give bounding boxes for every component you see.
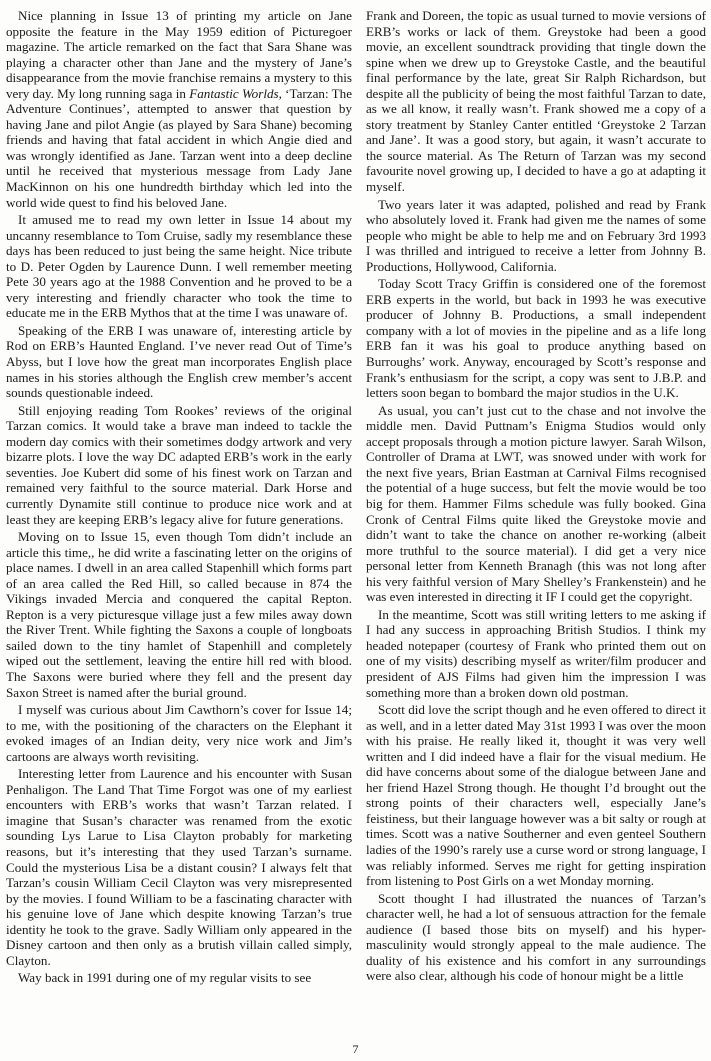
paragraph-text: ‘Tarzan: The Adventure Continues’, attempted to answer that question by having Jane and pilot Angie (as played by Sara Shane) becoming friends and having that fatal accident in which Angie died and was wrongly identified as Jane. Tarzan went into a deep decline until he received that mysterious message from Lady Jane MacKinnon on his one hundredth birthday which led into the world wide quest to find his beloved Jane.: [6, 85, 353, 210]
paragraph: Way back in 1991 during one of my regular visits to see: [18, 970, 312, 986]
paragraph: Scott thought I had illustrated the nuances of Tarzan’s character well, he had a lot of sensuous attraction for the female audience (I based those bits on myself) and his hyper-masculinity would strongly appeal to the male audience. The duality of his existence and his comfort in any surroundings were also clear, although his code of honour might be a little: [366, 890, 706, 984]
paragraph: It amused me to read my own letter in Issue 14 about my uncanny resemblance to Tom Cruise, sadly my resemblance these days has been reduced to just being the same height. Nice tribute to D. Peter Ogden by Laurence Dunn. I well remember meeting Pete 30 years ago at the 1988 Convention and he proved to be a very interesting and friendly character who took the time to educate me in the ERB Mythos that at the time I was unaware of.: [6, 212, 352, 321]
italic-title: Fantastic Worlds,: [189, 85, 282, 101]
paragraph: Still enjoying reading Tom Rookes’ reviews of the original Tarzan comics. It would take a brave man indeed to tackle the modern day comics with their sometimes dodgy artwork and very bizarre plots. I love the way DC adapted ERB’s work in the early seventies. Joe Kubert did some of his finest work on Tarzan and remained very faithful to the source material. Dark Horse and currently Dynamite still continue to produce nice work and at least they are keeping ERB’s legacy alive for future generations.: [6, 402, 352, 527]
paragraph: I myself was curious about Jim Cawthorn’s cover for Issue 14; to me, with the positioning of the characters on the Elephant it evoked images of an Indian deity, very nice work and Jim’s cartoons are always worth revisiting.: [6, 702, 352, 764]
paragraph: Scott did love the script though and he even offered to direct it as well, and in a letter dated May 31st 1993 I was over the moon with his praise. He really liked it, thought it was very well written and I did indeed have a flair for the visual medium. He did have concerns about some of the dialogue between Jane and her friend Hazel Strong though. He thought I’d brought out the strong points of their characters well, especially Jane’s feistiness, but their language however was a bit salty or rough at times. Scott was a native Southerner and even genteel Southern ladies of the 1990’s rarely use a curse word or strong language, I was reliably informed. Serves me right for getting inspiration from listening to Post Girls on a wet Monday morning.: [366, 702, 706, 889]
left-column: [6, 8, 352, 988]
paragraph-text: Nice planning in Issue 13 of printing my article on Jane opposite the feature in the May 1959 edition of Picturegoer magazine. The article remarked on the fact that Sara Shane was playing a character other than Jane and the mystery of Jane’s disappearance from the movie franchise remains a mystery to this very day. My long running saga in: [6, 8, 352, 101]
paragraph: Interesting letter from Laurence and his encounter with Susan Penhaligon. The Land That Time Forgot was one of my earliest encounters with ERB’s works that wasn’t Tarzan related. I imagine that Susan’s character was renamed from the exotic sounding Lys Larue to Lisa Clayton probably for marketing reasons, but it’s interesting that they used Tarzan’s surname. Could the mysterious Lisa be a distant cousin? I always felt that Tarzan’s cousin William Cecil Clayton was very misrepresented by the movies. I found William to be a fascinating character with his genuine love of Jane which despite knowing Tarzan’s true identity he took to the grave. Sadly William only appeared in the Disney cartoon and then only as a brutish villain called simply, Clayton.: [6, 766, 352, 968]
page-number: 7: [352, 1042, 359, 1056]
paragraph: Speaking of the ERB I was unaware of, interesting article by Rod on ERB’s Haunted England. I’ve never read Out of Time’s Abyss, but I love how the great man incorporates English place names in his stories although the English crew member’s accent sounds questionable indeed.: [6, 322, 352, 401]
paragraph: Frank and Doreen, the topic as usual turned to movie versions of ERB’s works or lack of them. Greystoke had been a good movie, an excellent soundtrack providing that tingle down the spine when we drew up to Greystoke Castle, and the beautiful final performance by the late, great Sir Ralph Richardson, but despite all the publicity of being the most faithful Tarzan to date, as we all know, it really wasn’t. Frank showed me a copy of a story treatment by Stanley Canter entitled ‘Greystoke 2 Tarzan and Jane’. It was a good story, but again, it wasn’t accurate to the source material. As The Return of Tarzan was my second favourite novel growing up, I decided to have a go at adapting it myself.: [366, 8, 706, 195]
paragraph: Two years later it was adapted, polished and read by Frank who absolutely loved it. Frank had given me the names of some people who might be able to help me and on February 3rd 1993 I was thrilled and intrigued to receive a letter from Johnny B. Productions, Hollywood, California.: [366, 196, 706, 274]
paragraph: Moving on to Issue 15, even though Tom didn’t include an article this time,, he did write a fascinating letter on the origins of place names. I dwell in an area called Stapenhill which forms part of an area called the Red Hill, so called because in 874 the Vikings invaded Mercia and conquered the capital Repton. Repton is a very picturesque village just a few miles away down the River Trent. While fighting the Saxons a couple of longboats sailed down to the tiny hamlet of Stapenhill and completely wiped out the settlement, leaving the entire hill red with blood. The Saxons were buried where they fell and the present day Saxon Street is named after the burial ground.: [6, 529, 352, 700]
right-column: [366, 8, 706, 986]
paragraph: In the meantime, Scott was still writing letters to me asking if I had any success in approaching British Studios. I think my headed notepaper (courtesy of Frank who printed them out on one of my visits) describing myself as writer/film producer and president of AJS Films had given him the impression I was something more than a broken down old postman.: [366, 606, 706, 700]
paragraph: Today Scott Tracy Griffin is considered one of the foremost ERB experts in the world, but back in 1993 he was executive producer of Johnny B. Productions, a small independent company with a lot of movies in the pipeline and as a life long ERB fan it was his goal to produce anything based on Burroughs’ work. Anyway, encouraged by Scott’s response and Frank’s enthusiasm for the script, a copy was sent to J.B.P. and letters soon began to bombard the major studios in the U.K.: [366, 276, 706, 401]
paragraph: [6, 8, 352, 210]
paragraph: As usual, you can’t just cut to the chase and not involve the middle men. David Puttnam’s Enigma Studios would only accept proposals through a motion picture lawyer. Sarah Wilson, Controller of Drama at LWT, was snowed under with work for the next five years, Brian Eastman at Carnival Films recognised the potential of a huge success, but felt the movie would be too big for them. Hammer Films schedule was fully booked. Gina Cronk of Central Films quite liked the Greystoke movie and didn’t want to take the chance on another re-working (albeit more truthful to the source material). I did get a very nice personal letter from Kenneth Branagh (this was not long after his very faithful version of Mary Shelley’s Frankenstein) and he was even interested in directing it IF I could get the copyright.: [366, 402, 706, 605]
